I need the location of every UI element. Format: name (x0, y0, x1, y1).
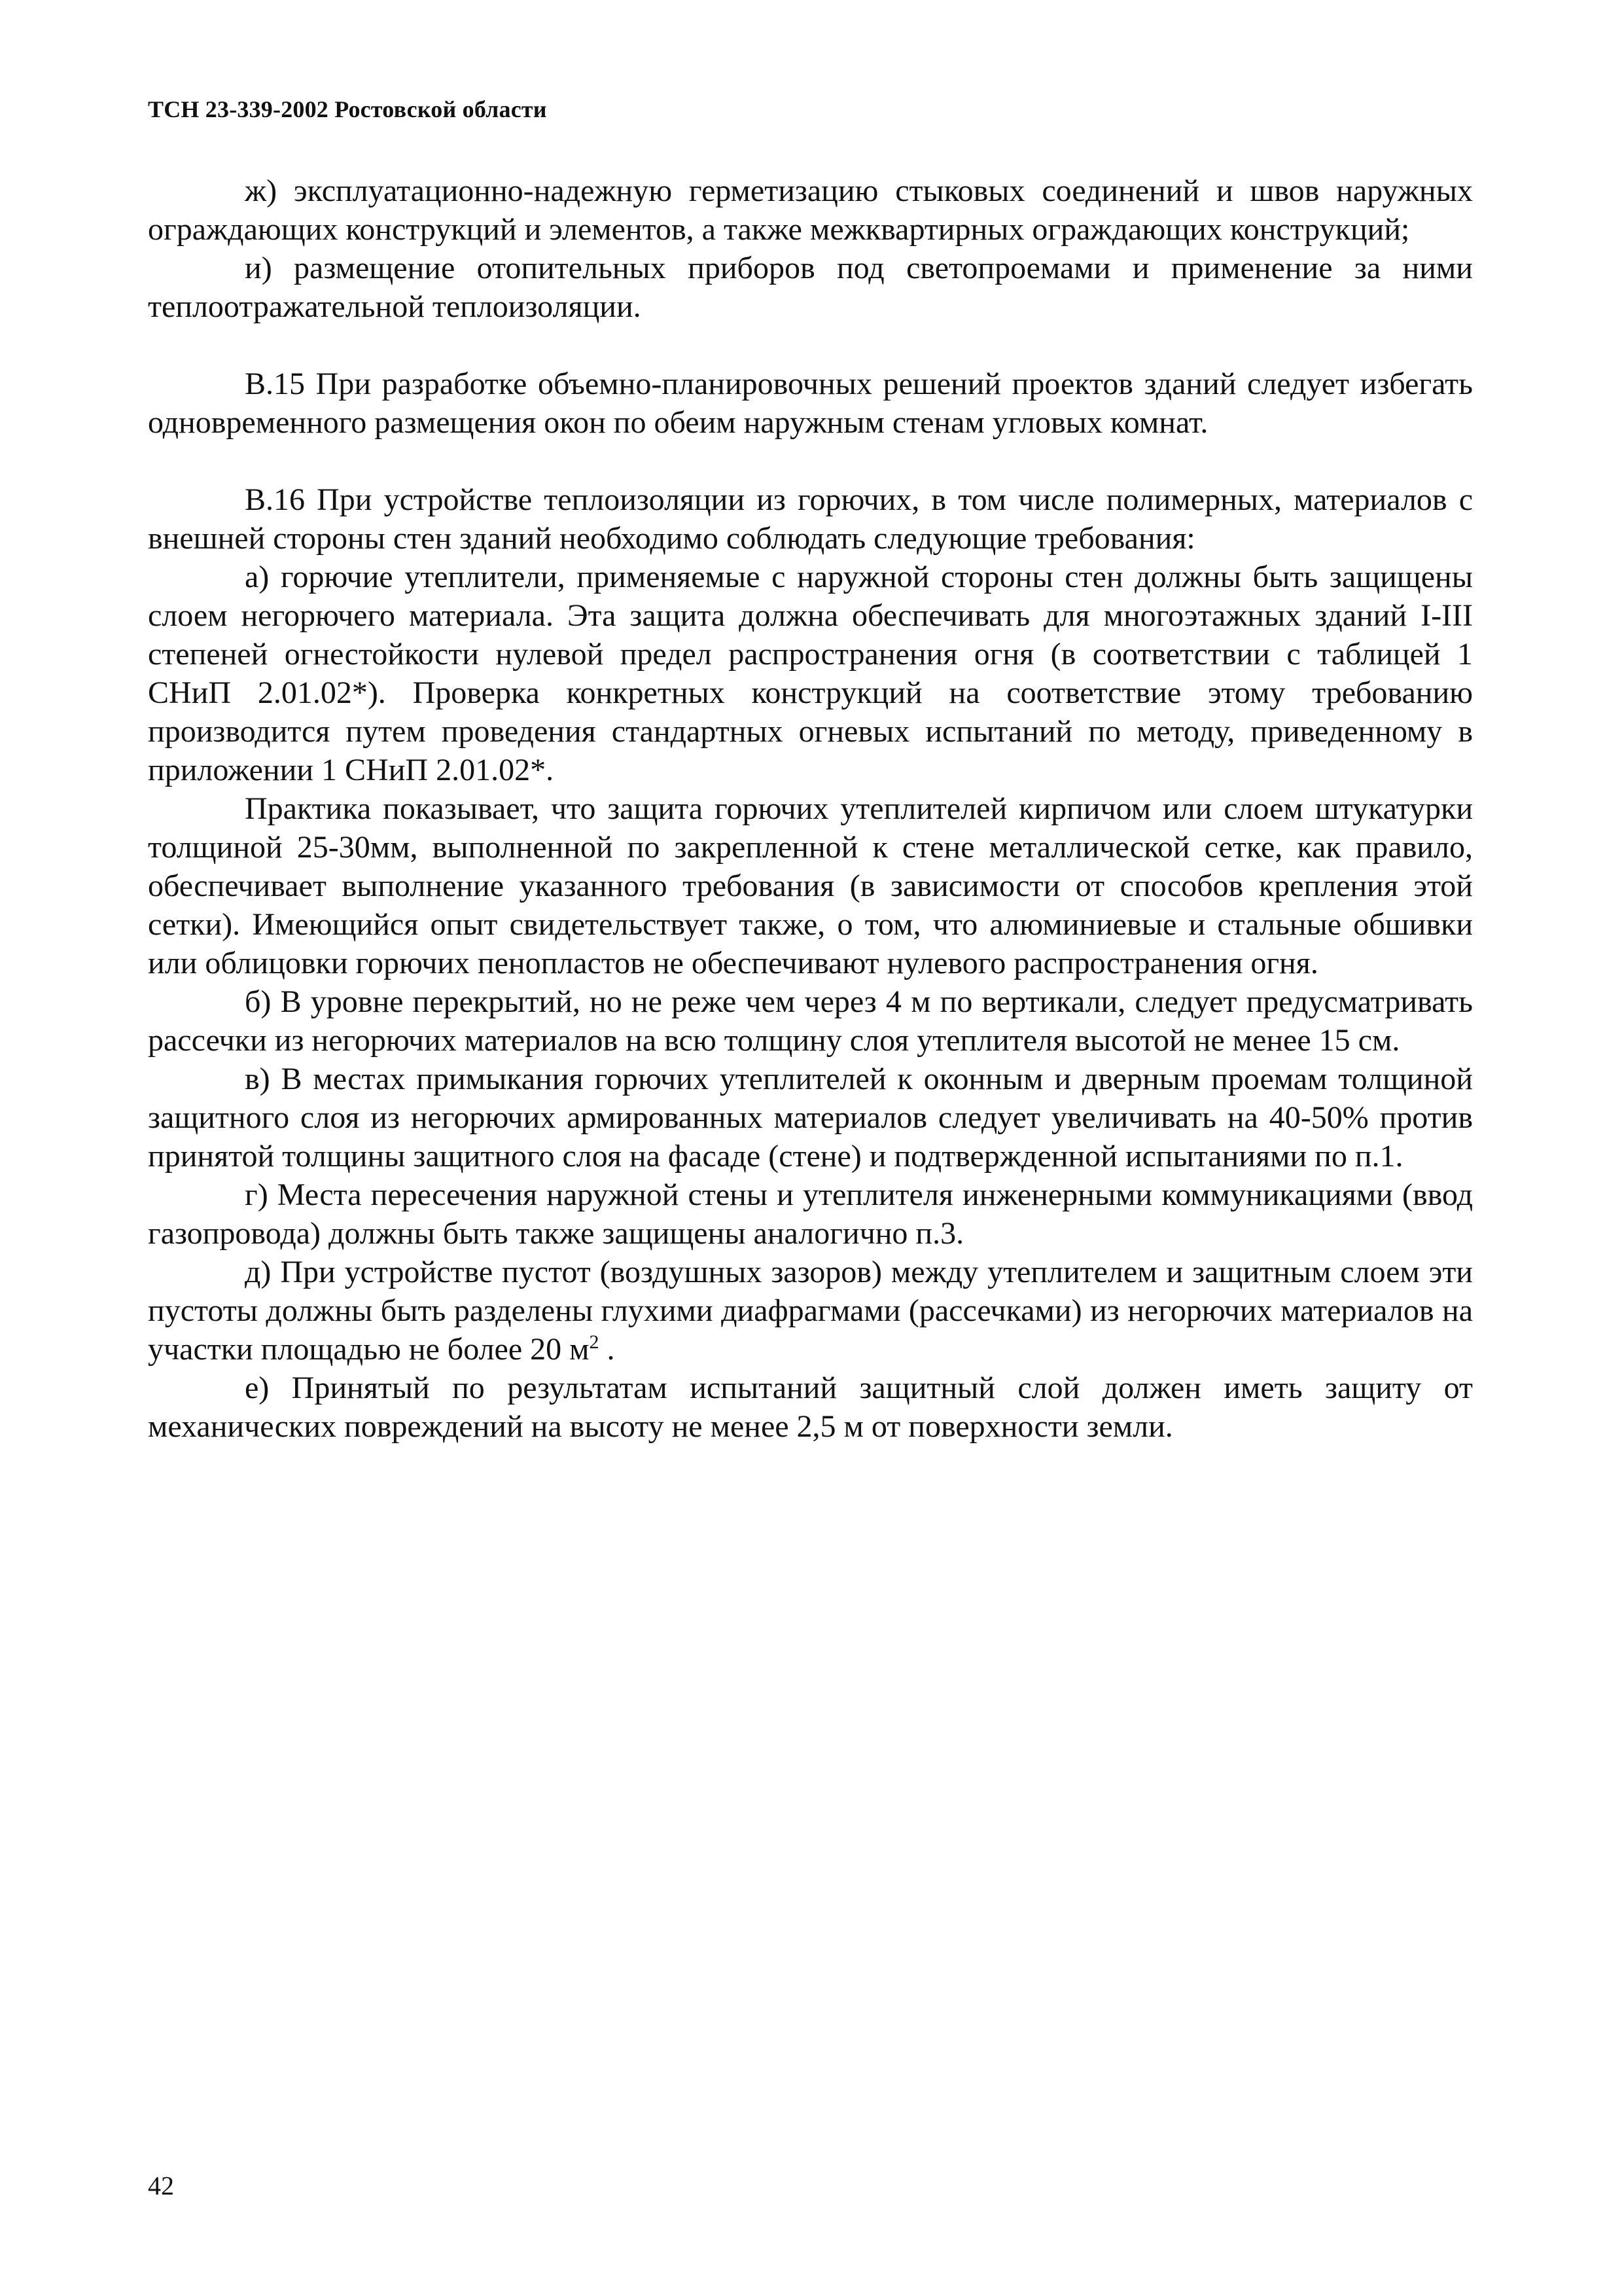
paragraph-practice: Практика показывает, что защита горючих утеплителей кирпичом или слоем штукатурки толщиной 25-30мм, выполненной по закрепленной к стене металлической сетке, как правило, обеспечивает выполнение указанного требования (в зависимости от способов крепления этой сетки). Имеющийся опыт свидетельствует также, о том, что алюминиевые и стальные обшивки или облицовки горючих пенопластов не обеспечивают нулевого распространения огня. (148, 791, 1473, 980)
item-v: в) В местах примыкания горючих утеплителей к оконным и дверным проемам толщиной защитного слоя из негорючих армированных материалов следует увеличивать на 40-50% против принятой толщины защитного слоя на фасаде (стене) и подтвержденной испытаниями по п.1. (148, 1062, 1473, 1174)
page-header-title: ТСН 23-339-2002 Ростовской области (148, 96, 547, 122)
item-d-tail: . (599, 1332, 615, 1367)
item-d (148, 1253, 1473, 1369)
section-b15 (148, 365, 1473, 442)
item-g: г) Места пересечения наружной стены и утеплителя инженерными коммуникациями (ввод газопровода) должны быть также защищены аналогично п.3. (148, 1177, 1473, 1251)
item-b: б) В уровне перекрытий, но не реже чем через 4 м по вертикали, следует предусматривать рассечки из негорючих материалов на всю толщину слоя утеплителя высотой не менее 15 см. (148, 984, 1473, 1058)
item-d-superscript: 2 (589, 1331, 599, 1353)
section-b16 (148, 480, 1473, 558)
section-b15-number: В.15 (245, 367, 306, 401)
item-zh: ж) эксплуатационно-надежную герметизацию стыковых соединений и швов наружных ограждающих конструкций и элементов, а также межквартирных ограждающих конструкций; (148, 173, 1473, 247)
item-a: а) горючие утеплители, применяемые с наружной стороны стен должны быть защищены слоем негорючего материала. Эта защита должна обеспечивать для многоэтажных зданий I-III степеней огнестойкости нулевой предел распространения огня (в соответствии с таблицей 1 СНиП 2.01.02*). Проверка конкретных конструкций на соответствие этому требованию производится путем проведения стандартных огневых испытаний по методу, приведенному в приложении 1 СНиП 2.01.02*. (148, 560, 1473, 787)
page-number: 42 (148, 2171, 174, 2200)
section-b16-number: В.16 (245, 482, 306, 517)
document-body (148, 171, 1473, 1446)
item-i: и) размещение отопительных приборов под светопроемами и применение за ними теплоотражательной теплоизоляции. (148, 251, 1473, 324)
item-e: е) Принятый по результатам испытаний защитный слой должен иметь защиту от механических повреждений на высоту не менее 2,5 м от поверхности земли. (148, 1371, 1473, 1444)
section-b16-text: При устройстве теплоизоляции из горючих, в том числе полимерных, материалов с внешней стороны стен зданий необходимо соблюдать следующие требования: (148, 482, 1473, 556)
item-d-text: д) При устройстве пустот (воздушных зазоров) между утеплителем и защитным слоем эти пустоты должны быть разделены глухими диафрагмами (рассечками) из негорючих материалов на участки площадью не более 20 м (148, 1255, 1473, 1367)
section-b15-text: При разработке объемно-планировочных решений проектов зданий следует избегать одновременного размещения окон по обеим наружным стенам угловых комнат. (148, 367, 1473, 440)
